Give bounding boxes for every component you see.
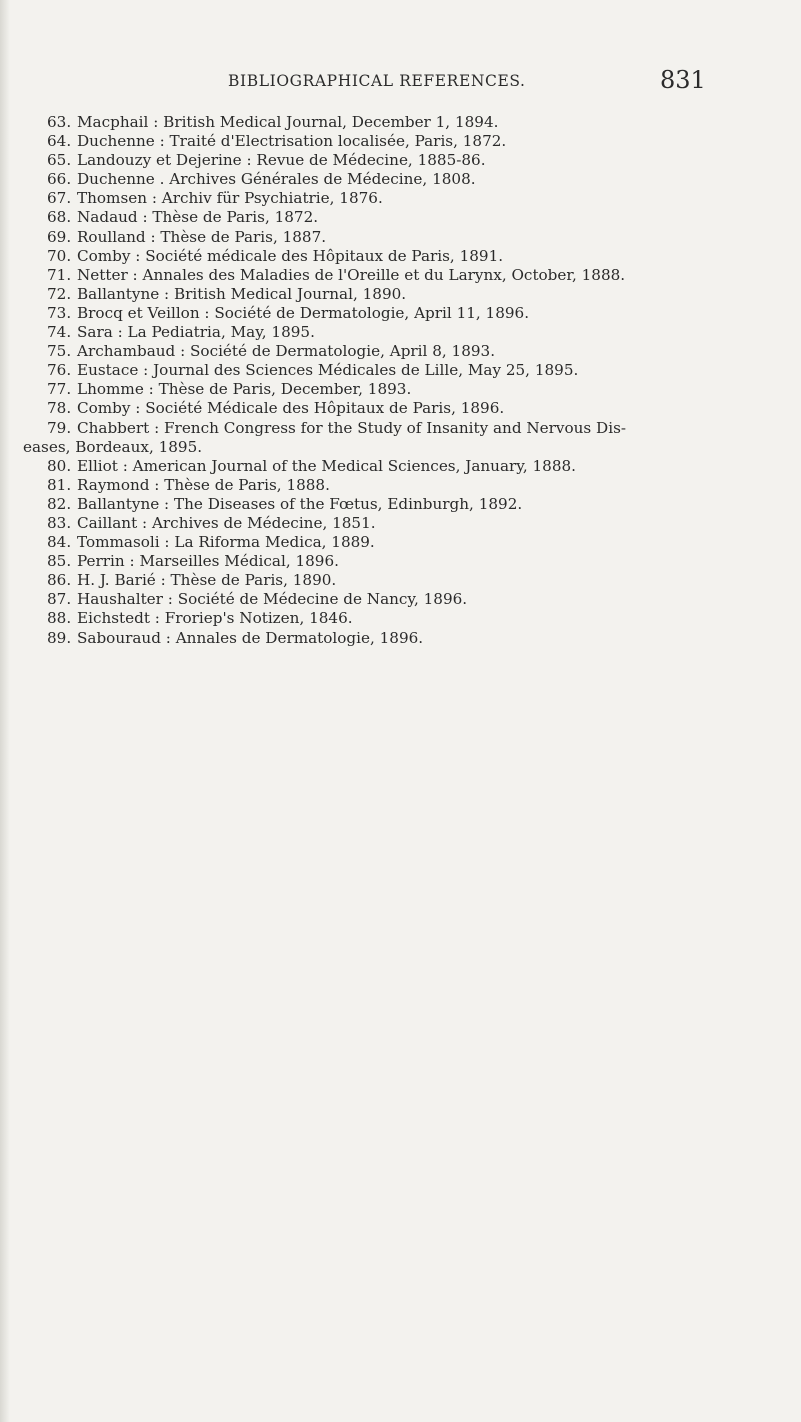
reference-number: 65. <box>47 151 72 170</box>
reference-number: 80. <box>47 456 72 475</box>
reference-number: 75. <box>47 342 72 361</box>
reference-text: Comby : Société médicale des Hôpitaux de Paris, 1891. <box>77 246 504 265</box>
reference-number: 71. <box>47 265 72 284</box>
reference-number: 82. <box>47 494 72 513</box>
reference-number: 73. <box>47 303 72 322</box>
reference-item <box>23 285 713 304</box>
reference-text: Comby : Société Médicale des Hôpitaux de Paris, 1896. <box>77 399 505 418</box>
reference-number: 89. <box>47 628 72 647</box>
reference-number: 77. <box>47 380 72 399</box>
reference-text: Sabouraud : Annales de Dermatologie, 1896. <box>77 628 424 647</box>
reference-item <box>23 208 713 227</box>
reference-number: 68. <box>47 208 72 227</box>
reference-number: 74. <box>47 323 72 342</box>
running-head: BIBLIOGRAPHICAL REFERENCES. <box>228 72 526 90</box>
reference-item <box>23 113 713 132</box>
reference-item <box>23 476 713 495</box>
reference-text: Tommasoli : La Riforma Medica, 1889. <box>77 533 375 552</box>
reference-number: 76. <box>47 361 72 380</box>
reference-text: Landouzy et Dejerine : Revue de Médecine, 1885-86. <box>77 151 486 170</box>
reference-text: Sara : La Pediatria, May, 1895. <box>77 323 315 342</box>
reference-number: 88. <box>47 609 72 628</box>
reference-text: Macphail : British Medical Journal, December 1, 1894. <box>77 113 499 131</box>
reference-text: Chabbert : French Congress for the Study of Insanity and Nervous Dis- <box>77 418 626 437</box>
reference-item <box>23 189 713 208</box>
reference-number: 72. <box>47 284 72 303</box>
reference-list <box>23 113 713 648</box>
reference-number: 85. <box>47 552 72 571</box>
reference-item <box>23 514 713 533</box>
reference-item <box>23 399 713 418</box>
reference-number: 86. <box>47 571 72 590</box>
reference-text: Haushalter : Société de Médecine de Nancy, 1896. <box>77 590 468 609</box>
reference-number: 78. <box>47 399 72 418</box>
reference-item <box>23 247 713 266</box>
reference-text: Netter : Annales des Maladies de l'Oreille et du Larynx, October, 1888. <box>77 265 626 284</box>
reference-text: Eichstedt : Froriep's Notizen, 1846. <box>77 609 353 628</box>
reference-item <box>23 552 713 571</box>
reference-item <box>23 170 713 189</box>
reference-item <box>23 571 713 590</box>
reference-number: 81. <box>47 475 72 494</box>
reference-text: Caillant : Archives de Médecine, 1851. <box>77 513 376 532</box>
reference-item <box>23 380 713 399</box>
reference-text: Archambaud : Société de Dermatologie, April 8, 1893. <box>77 342 496 361</box>
reference-item <box>23 419 713 438</box>
reference-number: 67. <box>47 189 72 208</box>
reference-text: Eustace : Journal des Sciences Médicales de Lille, May 25, 1895. <box>77 361 579 380</box>
reference-item <box>23 151 713 170</box>
reference-text: Elliot : American Journal of the Medical Sciences, January, 1888. <box>77 456 576 475</box>
reference-text: Roulland : Thèse de Paris, 1887. <box>77 227 327 246</box>
reference-item <box>23 132 713 151</box>
reference-item <box>23 609 713 628</box>
page-edge-shadow <box>0 0 10 1422</box>
reference-number: 64. <box>47 132 72 151</box>
reference-text: Thomsen : Archiv für Psychiatrie, 1876. <box>77 189 383 208</box>
reference-number: 87. <box>47 590 72 609</box>
reference-item <box>23 590 713 609</box>
reference-item <box>23 629 713 648</box>
page-number: 831 <box>660 66 706 94</box>
reference-text: Ballantyne : The Diseases of the Fœtus, Edinburgh, 1892. <box>77 494 523 513</box>
reference-item <box>23 342 713 361</box>
reference-text: Duchenne . Archives Générales de Médecine, 1808. <box>77 170 476 189</box>
reference-item <box>23 228 713 247</box>
reference-number: 79. <box>47 418 72 437</box>
page-header <box>0 66 801 102</box>
reference-item <box>23 323 713 342</box>
reference-text: Brocq et Veillon : Société de Dermatologie, April 11, 1896. <box>77 303 530 322</box>
reference-item <box>23 457 713 476</box>
reference-text: Raymond : Thèse de Paris, 1888. <box>77 475 330 494</box>
reference-text: Perrin : Marseilles Médical, 1896. <box>77 552 339 571</box>
reference-item <box>23 304 713 323</box>
reference-text: Ballantyne : British Medical Journal, 1890. <box>77 284 407 303</box>
reference-item <box>23 533 713 552</box>
reference-number: 63. <box>47 113 72 131</box>
reference-number: 83. <box>47 513 72 532</box>
reference-text: H. J. Barié : Thèse de Paris, 1890. <box>77 571 337 590</box>
reference-number: 66. <box>47 170 72 189</box>
reference-text: Lhomme : Thèse de Paris, December, 1893. <box>77 380 412 399</box>
reference-number: 70. <box>47 246 72 265</box>
reference-number: 84. <box>47 533 72 552</box>
reference-text: Nadaud : Thèse de Paris, 1872. <box>77 208 319 227</box>
reference-item <box>23 266 713 285</box>
reference-number: 69. <box>47 227 72 246</box>
reference-continuation: eases, Bordeaux, 1895. <box>23 437 203 456</box>
reference-item <box>23 361 713 380</box>
reference-text: Duchenne : Traité d'Electrisation localisée, Paris, 1872. <box>77 132 507 151</box>
reference-item <box>23 495 713 514</box>
